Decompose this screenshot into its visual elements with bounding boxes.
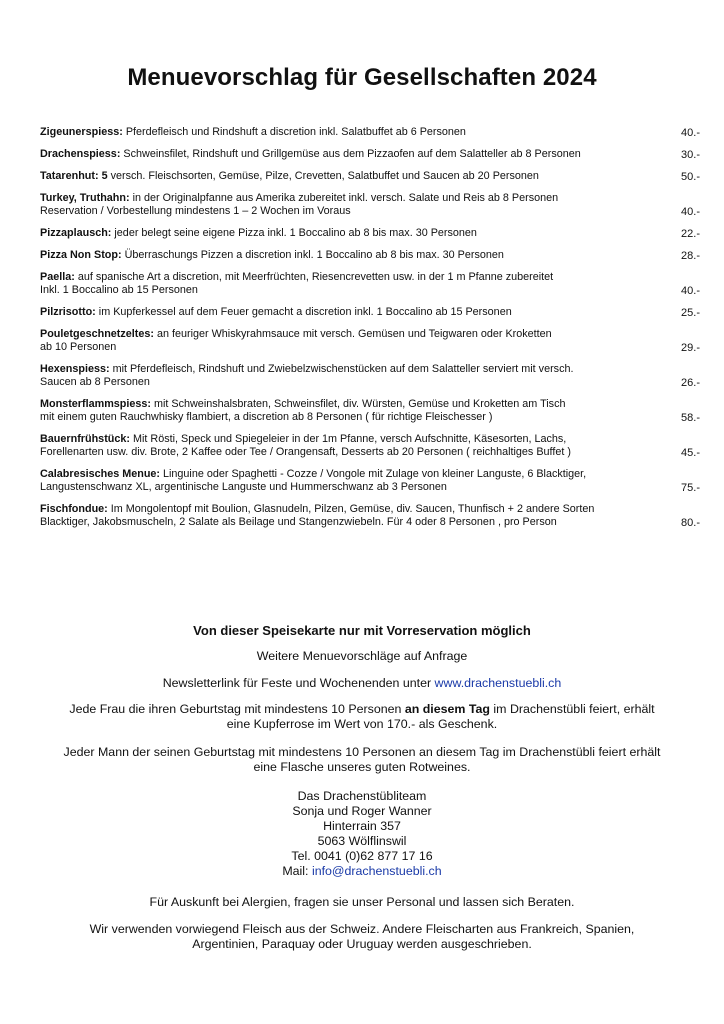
menu-item: [40, 503, 700, 529]
menu-item-price: 30.-: [681, 149, 700, 161]
menu-item-price: 75.-: [681, 482, 700, 494]
menu-item-price: 22.-: [681, 228, 700, 240]
city: 5063 Wölflinswil: [317, 834, 407, 848]
menu-item-name: Pizza Non Stop:: [40, 249, 122, 261]
origin-note-1: Wir verwenden vorwiegend Fleisch aus der Schweiz. Andere Fleischarten aus Frankreich, Spanien,: [89, 922, 635, 936]
mail-line: [0, 864, 724, 879]
menu-item-description: Pferdefleisch und Rindshuft a discretion inkl. Salatbuffet ab 6 Personen: [125, 126, 466, 138]
menu-item: [40, 227, 700, 240]
menu-item-name: Pizzaplausch:: [40, 227, 112, 239]
menu-item-name: Monsterflammspiess:: [40, 398, 152, 410]
menu-item-line: [40, 170, 638, 183]
menu-item: [40, 398, 700, 424]
menu-item-line: [40, 306, 638, 319]
menu-item-line: [40, 271, 638, 284]
menu-item: [40, 249, 700, 262]
menu-item-price: 29.-: [681, 342, 700, 354]
menu-item-description-2: Forellenarten usw. div. Brote, 2 Kaffee oder Tee / Orangensaft, Desserts ab 20 Personen ( reichhaltiges Buffet ): [40, 446, 571, 458]
menu-item-description: Überraschungs Pizzen a discretion inkl. 1 Boccalino ab 8 bis max. 30 Personen: [124, 249, 504, 261]
menu-item-line: [40, 192, 638, 205]
menu-item-price: 40.-: [681, 285, 700, 297]
reservation-notice: Von dieser Speisekarte nur mit Vorreservation möglich: [193, 623, 531, 638]
menu-item-name: Zigeunerspiess:: [40, 126, 123, 138]
menu-item: [40, 271, 700, 297]
birthday-women-text: Jede Frau die ihren Geburtstag mit mindestens 10 Personen: [69, 702, 405, 716]
owners: Sonja und Roger Wanner: [292, 804, 432, 818]
menu-item: [40, 148, 700, 161]
menu-item-line: [40, 503, 638, 516]
menu-item-name: Tatarenhut: 5: [40, 170, 108, 182]
menu-item-description-2: Reservation / Vorbestellung mindestens 1 – 2 Wochen im Voraus: [40, 205, 351, 217]
menu-item-description: mit Pferdefleisch, Rindshuft und Zwiebelzwischenstücken auf dem Salatteller serviert mit versch.: [112, 363, 574, 375]
menu-item-name: Pilzrisotto:: [40, 306, 96, 318]
menu-item-line: [40, 227, 638, 240]
origin-note-2: Argentinien, Paraquay oder Uruguay werden ausgeschrieben.: [192, 937, 532, 951]
menu-item-line: [40, 398, 638, 411]
menu-item-description: mit Schweinshalsbraten, Schweinsfilet, div. Würsten, Gemüse und Kroketten am Tisch: [154, 398, 566, 410]
footer: [0, 623, 724, 952]
menu-item-description: im Kupferkessel auf dem Feuer gemacht a discretion inkl. 1 Boccalino ab 15 Personen: [98, 306, 512, 318]
menu-item-description: Linguine oder Spaghetti - Cozze / Vongole mit Zulage von kleiner Languste, 6 Blacktiger,: [163, 468, 587, 480]
menu-item-description: jeder belegt seine eigene Pizza inkl. 1 Boccalino ab 8 bis max. 30 Personen: [114, 227, 477, 239]
menu-item-price: 58.-: [681, 412, 700, 424]
menu-item-name: Calabresisches Menue:: [40, 468, 161, 480]
menu-item-name: Paella:: [40, 271, 75, 283]
menu-item-price: 25.-: [681, 307, 700, 319]
phone: Tel. 0041 (0)62 877 17 16: [291, 849, 433, 863]
menu-item-price: 40.-: [681, 206, 700, 218]
menu-item: [40, 363, 700, 389]
menu-item-name: Bauernfrühstück:: [40, 433, 130, 445]
newsletter-link[interactable]: www.drachenstuebli.ch: [434, 676, 562, 690]
menu-item-line: [40, 363, 638, 376]
menu-item-price: 50.-: [681, 171, 700, 183]
menu-item-description-2: mit einem guten Rauchwhisky flambiert, a discretion ab 8 Personen ( für richtige Fleischesser ): [40, 411, 493, 423]
menu-item-description: Mit Rösti, Speck und Spiegeleier in der 1m Pfanne, versch Aufschnitte, Käsesorten, Lachs,: [133, 433, 567, 445]
menu-item-description-2: Blacktiger, Jakobsmuscheln, 2 Salate als Beilage und Stangenzwiebeln. Für 4 oder 8 Personen , pro Person: [40, 516, 557, 528]
menu-item-name: Drachenspiess:: [40, 148, 121, 160]
menu-item: [40, 192, 700, 218]
mail-label: Mail:: [282, 864, 312, 878]
menu-item-line: [40, 249, 638, 262]
menu-item-name: Pouletgeschnetzeltes:: [40, 328, 154, 340]
page-title: Menuevorschlag für Gesellschaften 2024: [127, 64, 597, 91]
menu-item-description-2: Saucen ab 8 Personen: [40, 376, 150, 388]
more-menus-text: Weitere Menuevorschläge auf Anfrage: [256, 649, 468, 663]
menu-item-price: 26.-: [681, 377, 700, 389]
menu-item-price: 40.-: [681, 127, 700, 139]
birthday-women-line: [0, 702, 724, 717]
mail-link[interactable]: info@drachenstuebli.ch: [311, 864, 442, 878]
menu-item: [40, 306, 700, 319]
menu-item-description-2: Langustenschwanz XL, argentinische Languste und Hummerschwanz ab 3 Personen: [40, 481, 447, 493]
menu-item-line: [40, 148, 638, 161]
menu-item-line: [40, 126, 638, 139]
menu-item-line: [40, 468, 638, 481]
menu-item-description: Im Mongolentopf mit Boulion, Glasnudeln, Pilzen, Gemüse, div. Saucen, Thunfisch + 2 andere Sorten: [110, 503, 595, 515]
menu-item-name: Hexenspiess:: [40, 363, 110, 375]
allergy-note: Für Auskunft bei Alergien, fragen sie unser Personal und lassen sich Beraten.: [149, 895, 575, 909]
newsletter-text: Newsletterlink für Feste und Wochenenden unter: [162, 676, 435, 690]
menu-item-price: 80.-: [681, 517, 700, 529]
birthday-men-gift: eine Flasche unseres guten Rotweines.: [253, 760, 471, 774]
menu-item: [40, 328, 700, 354]
menu-item-line: [40, 433, 638, 446]
menu-item-line: [40, 328, 638, 341]
menu-item-description: an feuriger Whiskyrahmsauce mit versch. Gemüsen und Teigwaren oder Kroketten: [157, 328, 552, 340]
newsletter-line: [0, 676, 724, 691]
street: Hinterrain 357: [323, 819, 401, 833]
menu-item-name: Turkey, Truthahn:: [40, 192, 130, 204]
team-name: Das Drachenstübliteam: [297, 789, 427, 803]
menu-item: [40, 433, 700, 459]
menu-item-description: versch. Fleischsorten, Gemüse, Pilze, Crevetten, Salatbuffet und Saucen ab 20 Personen: [110, 170, 539, 182]
birthday-women-bold: an diesem Tag: [404, 702, 490, 716]
birthday-men-line: Jeder Mann der seinen Geburtstag mit mindestens 10 Personen an diesem Tag im Drachenstübli feiert erhält: [63, 745, 661, 759]
menu-item: [40, 126, 700, 139]
menu-list: [40, 126, 700, 529]
birthday-women-text-end: im Drachenstübli feiert, erhält: [489, 702, 655, 716]
menu-item-description: auf spanische Art a discretion, mit Meerfrüchten, Riesencrevetten usw. in der 1 m Pfanne zubereitet: [77, 271, 554, 283]
birthday-women-gift: eine Kupferrose im Wert von 170.- als Geschenk.: [226, 717, 498, 731]
menu-item-description: in der Originalpfanne aus Amerika zubereitet inkl. versch. Salate und Reis ab 8 Personen: [132, 192, 559, 204]
menu-item-description-2: ab 10 Personen: [40, 341, 117, 353]
menu-item-name: Fischfondue:: [40, 503, 108, 515]
menu-item-price: 45.-: [681, 447, 700, 459]
menu-item-price: 28.-: [681, 250, 700, 262]
menu-item-description-2: Inkl. 1 Boccalino ab 15 Personen: [40, 284, 198, 296]
menu-item: [40, 468, 700, 494]
menu-item-description: Schweinsfilet, Rindshuft und Grillgemüse aus dem Pizzaofen auf dem Salatteller ab 8 Personen: [123, 148, 581, 160]
menu-item: [40, 170, 700, 183]
